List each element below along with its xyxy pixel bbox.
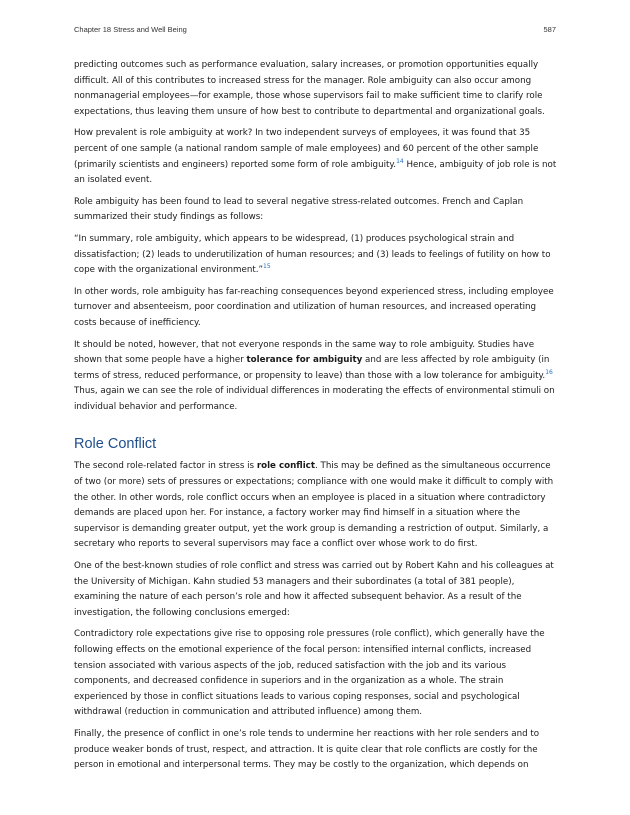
paragraph-text: Thus, again we can see the role of individual differences in moderating the effects of environmental stimuli on individual behavior and performance. [74,386,555,412]
footnote-ref-15[interactable]: 15 [263,263,271,271]
paragraph-text: Hence, ambiguity of job role is not an isolated event. [74,159,557,186]
paragraph-text: The second role-related factor in stress is [74,461,257,472]
paragraph-text: It should be noted, however, that not everyone responds in the same way to role ambiguity. Studies have shown that some people have a higher [74,339,535,366]
paragraph-text: Role ambiguity has been found to lead to several negative stress-related outcomes. French and Caplan summarized their study findings as follows: [74,196,524,223]
paragraph-10 [74,727,558,774]
key-term-tolerance-for-ambiguity: tolerance for ambiguity [246,355,363,366]
page-content [74,58,558,780]
section-heading-role-conflict: Role Conflict [74,436,157,453]
paragraph-text: Finally, the presence of conflict in one’s role tends to undermine her reactions with her role senders and to produce weaker bonds of trust, respect, and attraction. It is quite clear that role conflicts are costly for the person in emotional and interpersonal terms. They may be costly to the organization, which depends on [74,728,540,771]
paragraph-6 [74,338,558,416]
paragraph-2 [74,126,558,188]
paragraph-5 [74,285,558,332]
quote-text: “In summary, role ambiguity, which appears to be widespread, (1) produces psychological strain and dissatisfaction; (2) leads to underutilization of human resources; and (3) leads to feelings of futility on how to cope with the organizational environment.” [74,233,551,276]
paragraph-text: and are less affected by role ambiguity (in terms of stress, reduced performance, or propensity to leave) than those with a low tolerance for ambiguity. [74,355,550,381]
key-term-role-conflict: role conflict [256,461,315,472]
paragraph-text: One of the best-known studies of role conflict and stress was carried out by Robert Kahn and his colleagues at the University of Michigan. Kahn studied 53 managers and their subordinates (a total of 381 people), examining the nature of each person’s role and how it affected subsequent behavior. As a result of the investigation, the following conclusions emerged: [74,561,554,618]
paragraph-3 [74,195,558,226]
paragraph-7 [74,459,558,553]
paragraph-text: . This may be defined as the simultaneous occurrence of two (or more) sets of pressures or expectations; compliance with one would make it difficult to comply with the other. In other words, role conflict occurs when an employee is placed in a situation where contradictory demands are placed upon her. For instance, a factory worker may find himself in a situation where the supervisor is demanding greater output, yet the work group is demanding a restriction of output. Similarly, a secretary who reports to several supervisors may face a conflict over whose work to do first. [74,461,554,550]
chapter-title: Chapter 18 Stress and Well Being [74,25,187,34]
block-quote [74,232,558,279]
running-header [74,25,556,37]
footnote-ref-14[interactable]: 14 [396,157,404,165]
paragraph-text: In other words, role ambiguity has far-reaching consequences beyond experienced stress, including employee turnover and absenteeism, poor coordination and utilization of human resources, and increased operating costs because of inefficiency. [74,286,554,328]
paragraph-8 [74,559,558,621]
paragraph-9 [74,627,558,721]
paragraph-text: predicting outcomes such as performance evaluation, salary increases, or promotion opportunities equally difficult. All of this contributes to increased stress for the manager. Role ambiguity can also occur among nonmanagerial employees—for example, those whose supervisors fail to make sufficient time to clarify role expectations, thus leaving them unsure of how best to contribute to departmental and organizational goals. [74,60,545,117]
footnote-ref-16[interactable]: 16 [545,368,553,376]
paragraph-1 [74,58,558,120]
paragraph-text: How prevalent is role ambiguity at work? In two independent surveys of employees, it was found that 35 percent of one sample (a national random sample of male employees) and 60 percent of the other sample (primarily scientists and engineers) reported some form of role ambiguity. [74,128,539,170]
page-number: 587 [543,25,556,34]
paragraph-text: Contradictory role expectations give rise to opposing role pressures (role conflict), which generally have the following effects on the emotional experience of the focal person: intensified internal conflicts, increased tension associated with various aspects of the job, reduced satisfaction with the job and its various components, and decreased confidence in superiors and in the organization as a whole. The strain experienced by those in conflict situations leads to various coping responses, social and psychological withdrawal (reduction in communication and attributed influence) among them. [74,629,545,718]
